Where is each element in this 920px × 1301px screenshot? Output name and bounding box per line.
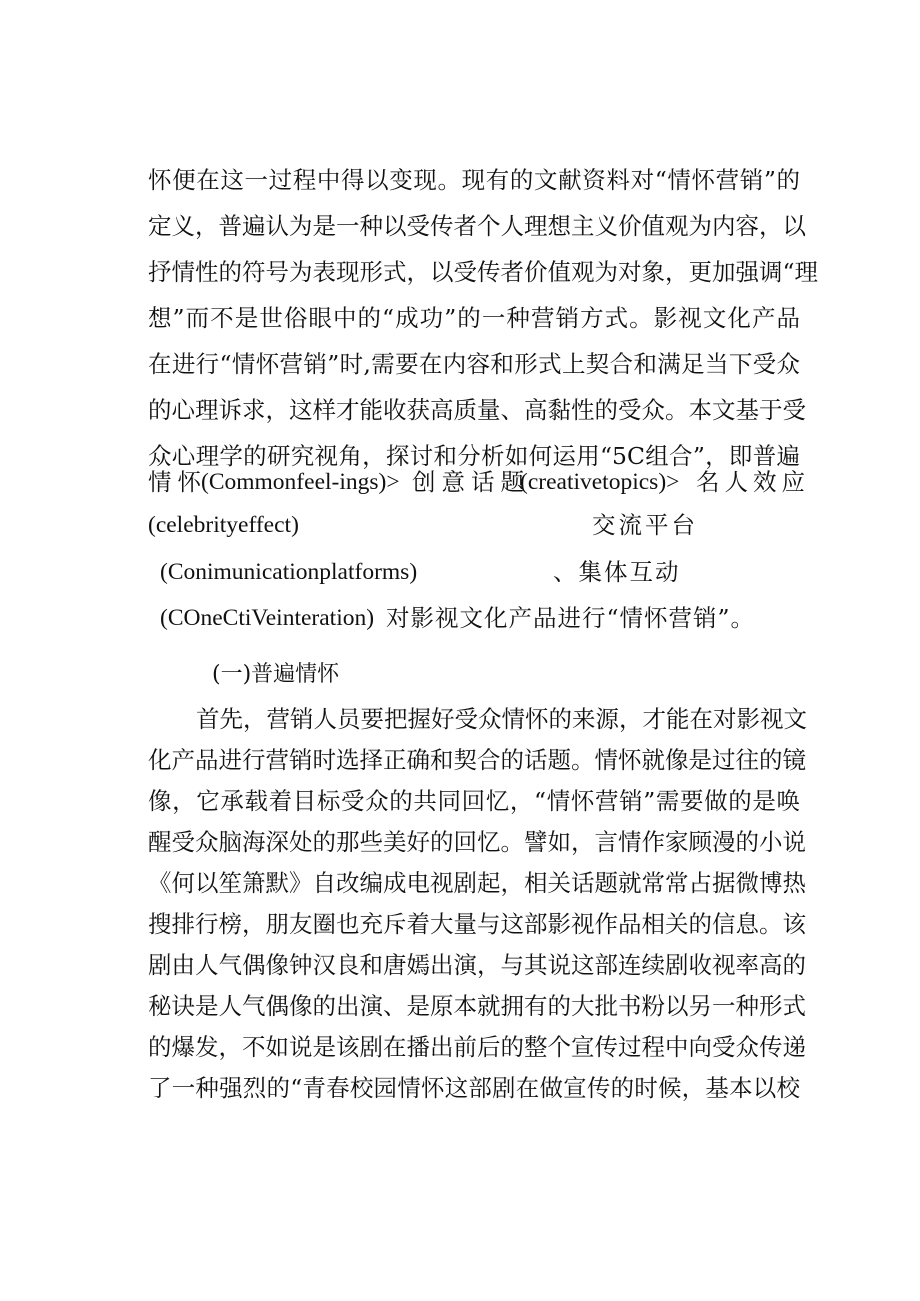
paragraph-1-line-1: 怀便在这一过程中得以变现。现有的文献资料对“情怀营销”的 — [148, 166, 800, 194]
line-10-text-b: 、集体互动 — [553, 558, 681, 586]
section-heading: (一)普遍情怀 — [212, 662, 340, 687]
paragraph-2-line-7: 剧由人气偶像钟汉良和唐嫣出演，与其说这部连续剧收视率高的 — [148, 951, 806, 979]
paragraph-2-line-3: 像，它承载着目标受众的共同回忆，“情怀营销”需要做的是唤 — [148, 787, 800, 815]
paragraph-2-line-10: 了一种强烈的“青春校园情怀这部剧在做宣传的时候，基本以校 — [148, 1074, 800, 1102]
line-10-text-a: (Conimunicationplatforms) — [160, 559, 418, 585]
line-9-text-b: 交流平台 — [592, 511, 698, 539]
line-11-text-a: (COneCtiVeinteration) — [160, 605, 375, 631]
paragraph-2-line-9: 的爆发，不如说是该剧在播出前后的整个宣传过程中向受众传递 — [148, 1033, 806, 1061]
line-8-text-e: 名人效应 — [696, 468, 810, 496]
paragraph-1-line-7: 众心理学的研究视角，探讨和分析如何运用“5C组合”，即普遍 — [148, 442, 800, 470]
paragraph-1-line-4: 想”而不是世俗眼中的“成功”的一种营销方式。影视文化产品 — [148, 304, 800, 332]
paragraph-2-line-8: 秘诀是人气偶像的出演、是原本就拥有的大批书粉以另一种形式 — [148, 992, 806, 1020]
line-8-text-a: 情怀 — [148, 468, 207, 496]
paragraph-2-line-5: 《何以笙箫默》自改编成电视剧起，相关话题就常常占据微博热 — [148, 869, 806, 897]
line-11-text-b: 对影视文化产品进行“情怀营销”。 — [386, 604, 756, 632]
paragraph-1-line-5: 在进行“情怀营销”时,需要在内容和形式上契合和满足当下受众 — [148, 350, 800, 378]
paragraph-2-line-1: 首先，营销人员要把握好受众情怀的来源，才能在对影视文 — [196, 705, 807, 733]
paragraph-2-line-6: 搜排行榜，朋友圈也充斥着大量与这部影视作品相关的信息。该 — [148, 910, 806, 938]
paragraph-2-line-4: 醒受众脑海深处的那些美好的回忆。譬如，言情作家顾漫的小说 — [148, 828, 806, 856]
line-8-text-c: 创意话题 — [412, 468, 530, 496]
paragraph-1-line-3: 抒情性的符号为表现形式，以受传者价值观为对象，更加强调“理 — [148, 258, 819, 286]
paragraph-2-line-2: 化产品进行营销时选择正确和契合的话题。情怀就像是过往的镜 — [148, 746, 806, 774]
line-8-text-b: (Commonfeel-ings)> — [201, 469, 400, 495]
line-9-text-a: (celebrityeffect) — [148, 512, 299, 538]
line-8-text-d: (creativetopics)> — [520, 469, 680, 495]
paragraph-1-line-2: 定义，普遍认为是一种以受传者个人理想主义价值观为内容，以 — [148, 212, 806, 240]
paragraph-1-line-6: 的心理诉求，这样才能收获高质量、高黏性的受众。本文基于受 — [148, 396, 806, 424]
